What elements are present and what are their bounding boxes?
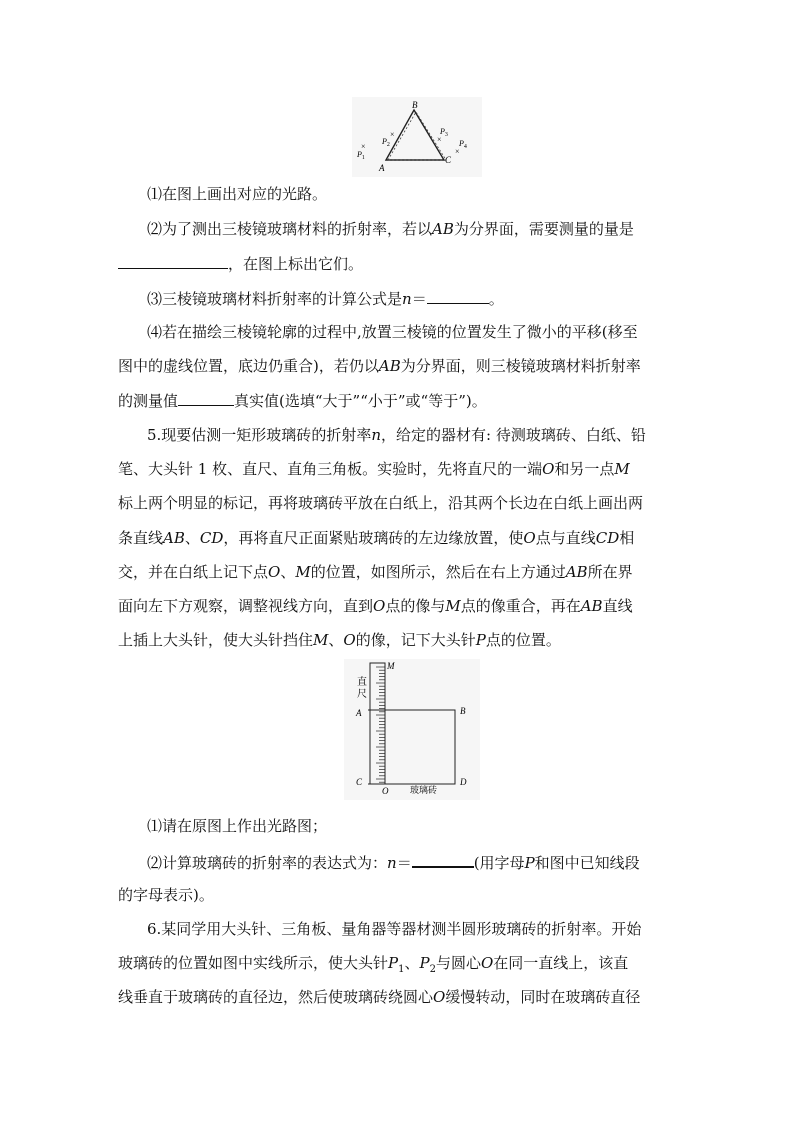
pin-P4-label: $P_4$: [459, 139, 467, 150]
label-B: B: [412, 100, 418, 110]
q5-line2: 笔、大头针 1 枚、直尺、直角三角板。实验时，先将直尺的一端O和另一点M: [118, 460, 630, 478]
label-D: D: [460, 777, 467, 787]
label-O: O: [382, 786, 389, 796]
label-M: M: [387, 661, 395, 671]
q4-part2-line2: ，在图上标出它们。: [118, 254, 363, 273]
pin-P2-label: $P_2$: [382, 137, 390, 148]
q6-line3: 线垂直于玻璃砖的直径边，然后使玻璃砖绕圆心O缓慢转动，同时在玻璃砖直径: [118, 988, 641, 1006]
pin-P4-mark: ×: [455, 147, 460, 156]
pin-P2-mark: ×: [390, 130, 395, 139]
q5-line4: 条直线AB、CD，再将直尺正面紧贴玻璃砖的左边缘放置，使O点与直线CD相: [118, 529, 635, 547]
prism-figure: [352, 97, 482, 177]
pin-P1-label: $P_1$: [357, 150, 365, 161]
q5-part2-line2: 的字母表示)。: [118, 886, 214, 904]
pin-P3-label: $P_3$: [440, 127, 448, 138]
q4-part3: ⑶三棱镜玻璃材料折射率的计算公式是n＝ 。: [147, 290, 504, 308]
ruler-label-1: 直: [357, 677, 367, 688]
q4-part4-line2: 图中的虚线位置，底边仍重合)，若仍以AB为分界面，则三棱镜玻璃材料折射率: [118, 357, 641, 375]
q4-part1: ⑴在图上画出对应的光路。: [147, 185, 328, 203]
answer-blank-3[interactable]: [178, 391, 234, 406]
label-A: A: [379, 163, 385, 173]
brick-label: 玻璃砖: [410, 785, 438, 795]
pin-P1-mark: ×: [361, 142, 366, 151]
q5-line5: 交，并在白纸上记下点O、M的位置，如图所示，然后在右上方通过AB所在界: [118, 563, 633, 581]
label-C: C: [356, 777, 363, 787]
q5-part2-line1: ⑵计算玻璃砖的折射率的表达式为：n＝ (用字母P和图中已知线段: [147, 854, 640, 872]
answer-blank-1[interactable]: [118, 254, 228, 269]
label-C: C: [445, 155, 452, 165]
ruler-label-2: 尺: [357, 689, 367, 700]
q5-part1: ⑴请在原图上作出光路图；: [147, 817, 328, 835]
q4-part2-line1: ⑵为了测出三棱镜玻璃材料的折射率，若以AB为分界面，需要测量的量是: [147, 220, 634, 238]
answer-blank-4[interactable]: [412, 852, 474, 868]
label-A: A: [356, 708, 362, 718]
q4-part4-line3: 的测量值 真实值(选填“大于”“小于”或“等于”)。: [118, 392, 487, 410]
q5-line7: 上插上大头针，使大头针挡住M、O的像，记下大头针P点的位置。: [118, 631, 561, 649]
pin-P3-mark: ×: [437, 135, 442, 144]
answer-blank-2[interactable]: [427, 289, 489, 304]
q5-line3: 标上两个明显的标记，再将玻璃砖平放在白纸上，沿其两个长边在白纸上画出两: [118, 494, 644, 512]
ruler-brick-figure: [344, 659, 480, 800]
q6-line1: 6.某同学用大头针、三角板、量角器等器材测半圆形玻璃砖的折射率。开始: [147, 920, 642, 938]
label-B: B: [460, 706, 466, 716]
q5-line6: 面向左下方观察，调整视线方向，直到O点的像与M点的像重合，再在AB直线: [118, 597, 633, 615]
q5-line1: 5.现要估测一矩形玻璃砖的折射率n，给定的器材有: 待测玻璃砖、白纸、铅: [147, 426, 646, 444]
q6-line2: 玻璃砖的位置如图中实线所示，使大头针$P_1$、$P_2$与圆心O在同一直线上，该直: [118, 954, 629, 975]
q4-part4-line1: ⑷若在描绘三棱镜轮廓的过程中,放置三棱镜的位置发生了微小的平移(移至: [147, 323, 638, 341]
